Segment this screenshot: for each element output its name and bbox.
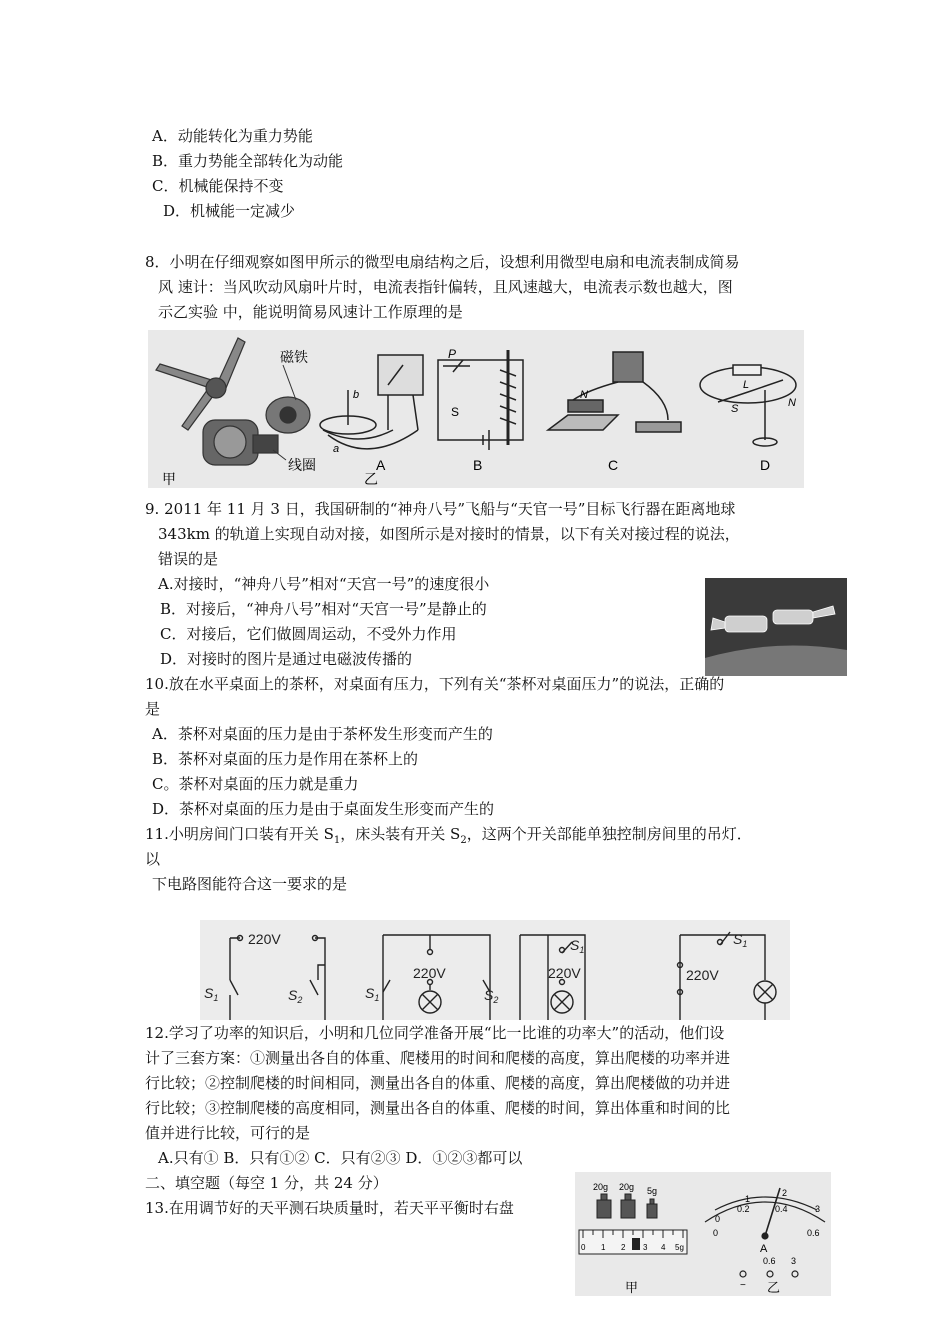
q8-stem-line3: 示乙实验 中，能说明简易风速计工作原理的是 [158,303,463,321]
terminal-neg: − [740,1280,746,1291]
q12-stem-line5: 值并进行比较，可行的是 [145,1124,311,1142]
q11-stem-line2: 以 [145,850,161,868]
q8-stem-line1: 8．小明在仔细观察如图甲所示的微型电扇结构之后，设想利用微型电扇和电流表制成简易 [145,253,740,271]
q13-stem-line1: 13.在用调节好的天平测石块质量时，若天平平衡时右盘 [145,1199,514,1217]
q7-option-d: D．机械能一定减少 [163,202,296,220]
q8-figure [148,330,804,488]
rider-marker [632,1238,640,1250]
ruler-2: 2 [621,1243,626,1252]
meter-unit-a: A [760,1243,768,1255]
q11-220v-d: 220V [686,967,719,983]
q10-stem-line2: 是 [145,700,161,718]
q7-option-b: B．重力势能全部转化为动能 [152,152,344,170]
q7-option-a: A．动能转化为重力势能 [152,127,313,145]
q9-option-b: B．对接后，“神舟八号”相对“天宫一号”是静止的 [160,600,487,618]
q10-option-b: B．茶杯对桌面的压力是作用在茶杯上的 [152,750,419,768]
fig-jia-label: 甲 [625,1280,639,1295]
circuit-b-diagram [438,350,523,450]
ruler-0: 0 [581,1243,586,1252]
meter-0-bottom: 0 [713,1228,719,1238]
q9-option-c: C．对接后，它们做圆周运动，不受外力作用 [160,625,457,643]
terminal-06: 0.6 [763,1256,776,1266]
terminal-3: 3 [791,1256,797,1266]
ruler-4: 4 [661,1243,666,1252]
q10-option-a: A．茶杯对桌面的压力是由于茶杯发生形变而产生的 [152,725,493,743]
magnet-label: 磁铁 [280,349,308,365]
q11-stem-line1: 11.小明房间门口装有开关 $S_1$，床头装有开关 $S_2$，这两个开关部能单独控制房间里的吊灯． [145,825,752,846]
label-s-b: S [451,405,460,419]
option-a-label: A [376,457,386,473]
ruler-1: 1 [601,1243,606,1252]
circuit-d-diagram [700,365,796,446]
q10-option-c: C。茶杯对桌面的压力就是重力 [152,775,359,793]
coil-label: 线圈 [288,457,316,473]
option-b-label: B [473,457,483,473]
q11-stem-line3: 下电路图能符合这一要求的是 [152,875,348,893]
label-s-d: S [731,403,739,415]
circuit-a-diagram [320,355,423,449]
meter-06: 0.6 [807,1228,820,1238]
q11-s1-c: $S_1$ [570,937,585,955]
q10-option-d: D．茶杯对桌面的压力是由于桌面发生形变而产生的 [152,800,495,818]
meter-3-top: 3 [815,1204,821,1214]
meter-02: 0.2 [737,1204,750,1214]
weight-20g-1: 20g [593,1182,609,1192]
label-n-d: N [788,397,796,409]
weight-20g-2: 20g [619,1182,635,1192]
q11-s2-a: $S_2$ [288,987,303,1005]
q10-stem-line1: 10.放在水平桌面上的茶杯，对桌面有压力，下列有关“茶杯对桌面压力”的说法，正确的 [145,675,725,693]
meter-04: 0.4 [775,1204,788,1214]
meter-1-top: 1 [745,1194,751,1204]
ruler-3: 3 [643,1243,648,1252]
q9-option-a: A.对接时，“神舟八号”相对“天宫一号”的速度很小 [158,575,490,593]
q12-stem-line3: 行比较；②控制爬楼的时间相同，测量出各自的体重、爬楼的高度，算出爬楼做的功并进 [145,1074,731,1092]
label-n-c: N [580,389,588,401]
q9-stem-line3: 错误的是 [158,550,219,568]
q9-stem-line2: 343km 的轨道上实现自动对接，如图所示是对接时的情景，以下有关对接过程的说法， [158,525,740,543]
fig-yi-label: 乙 [767,1280,781,1295]
q11-220v-a: 220V [248,931,281,947]
weights-image [597,1194,657,1218]
q12-options: A.只有① B．只有①② C．只有②③ D．①②③都可以 [158,1149,523,1167]
q11-220v-c: 220V [548,965,581,981]
meter-2-top: 2 [782,1188,788,1198]
meter-0-top: 0 [715,1214,721,1224]
q11-circuit-figure [200,920,790,1020]
circuit-c-diagram [548,352,681,432]
label-l: L [743,379,750,391]
label-p: P [448,347,457,361]
q12-stem-line1: 12.学习了功率的知识后，小明和几位同学准备开展“比一比谁的功率大”的活动，他们设 [145,1024,725,1042]
label-a-small: a [333,443,340,455]
q12-stem-line2: 计了三套方案：①测量出各自的体重、爬楼用的时间和爬楼的高度，算出爬楼的功率并进 [145,1049,731,1067]
q9-option-d: D．对接时的图片是通过电磁波传播的 [160,650,413,668]
q8-stem-line2: 风 速计：当风吹动风扇叶片时，电流表指针偏转，且风速越大，电流表示数也越大，图 [158,278,733,296]
q11-220v-b: 220V [413,965,446,981]
q9-stem-line1: 9. 2011 年 11 月 3 日，我国研制的“神舟八号”飞船与“天官一号”目标飞行器在距离地球 [145,500,736,518]
option-d-label: D [760,457,771,473]
fig-jia-label: 甲 [162,471,176,487]
q12-stem-line4: 行比较；③控制爬楼的高度相同，测量出各自的体重、爬楼的时间，算出体重和时间的比 [145,1099,731,1117]
option-c-label: C [608,457,619,473]
q11-s1-a: $S_1$ [204,985,219,1003]
weight-5g: 5g [647,1186,658,1196]
section2-heading: 二、填空题（每空 1 分，共 24 分） [145,1174,388,1192]
fig-yi-label: 乙 [364,471,378,487]
ruler-5g: 5g [675,1243,684,1252]
q11-s2-b: $S_2$ [484,987,499,1005]
label-b-small: b [353,389,360,401]
q13-figure [575,1172,831,1296]
q11-s1-d: $S_1$ [733,931,748,949]
q7-option-c: C．机械能保持不变 [152,177,284,195]
q11-s1-b: $S_1$ [365,985,380,1003]
docking-photo [705,578,847,676]
